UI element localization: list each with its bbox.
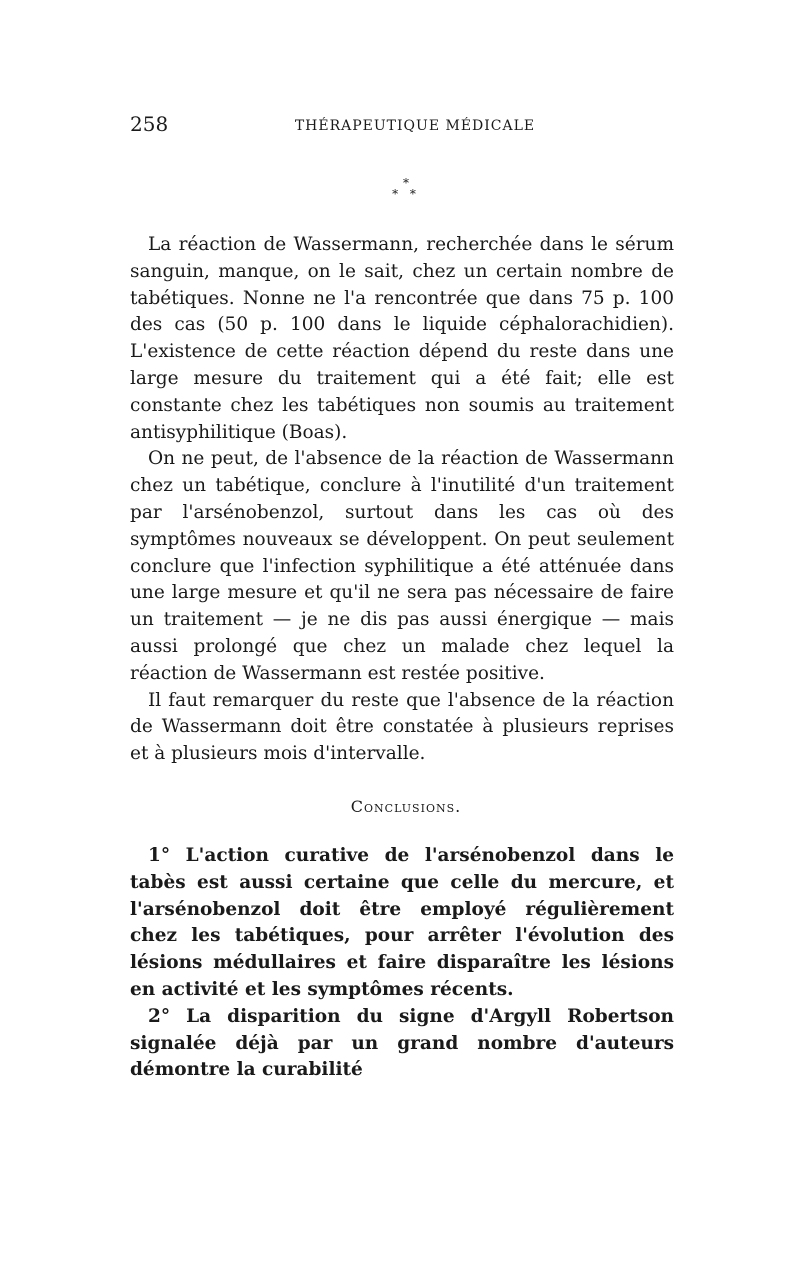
conclusion-item: 1° L'action curative de l'arsénobenzol dans le tabès est aussi certaine que celle du mercure, et l'arsénobenzol doit être employé régulièrement chez les tabétiques, pour arrêter l'évolution des lésions médullaires et faire disparaître les lésions en activité et les symptômes récents. [130, 845, 674, 1000]
conclusions-text [130, 843, 674, 1084]
separator-bottom: * * [392, 187, 420, 201]
paragraph: La réaction de Wassermann, recherchée dans le sérum sanguin, manque, on le sait, chez un certain nombre de tabétiques. Nonne ne l'a rencontrée que dans 75 p. 100 des cas (50 p. 100 dans le liquide céphalorachidien). L'existence de cette réaction dépend du reste dans une large mesure du traitement qui a été fait; elle est constante chez les tabétiques non soumis au traitement antisyphilitique (Boas). [130, 234, 674, 443]
separator-top: * [403, 176, 409, 190]
conclusion-item: 2° La disparition du signe d'Argyll Robertson signalée déjà par un grand nombre d'auteurs démontre la curabilité [130, 1005, 674, 1081]
conclusions-heading: Conclusions. [350, 797, 462, 816]
paragraph: Il faut remarquer du reste que l'absence de la réaction de Wassermann doit être constatée à plusieurs reprises et à plusieurs mois d'intervalle. [130, 689, 674, 765]
running-title: THÉRAPEUTIQUE MÉDICALE [294, 118, 536, 134]
section-separator [0, 178, 800, 200]
page-number: 258 [130, 112, 169, 136]
body-text [130, 232, 674, 768]
paragraph: On ne peut, de l'absence de la réaction de Wassermann chez un tabétique, conclure à l'inutilité d'un traitement par l'arsénobenzol, surtout dans les cas où des symptômes nouveaux se développent. On peut seulement conclure que l'infection syphilitique a été atténuée dans une large mesure et qu'il ne sera pas nécessaire de faire un traitement — je ne dis pas aussi énergique — mais aussi prolongé que chez un malade chez lequel la réaction de Wassermann est restée positive. [130, 448, 674, 684]
